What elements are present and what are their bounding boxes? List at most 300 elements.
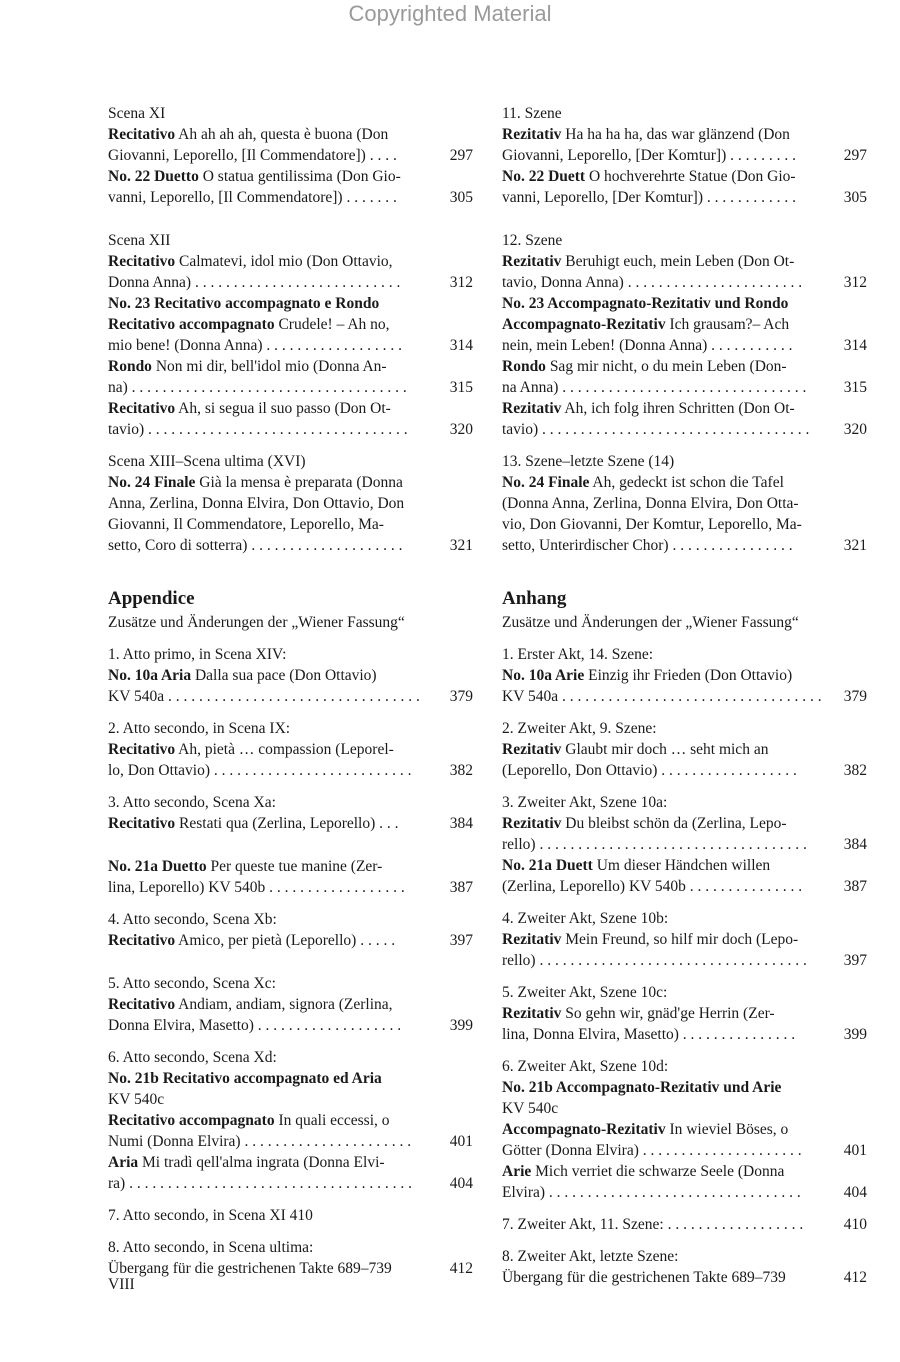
toc-entry-text — [502, 337, 793, 354]
toc-entry-text — [502, 400, 795, 417]
entry-label: Rondo — [108, 358, 152, 375]
toc-line — [108, 644, 473, 665]
entry-text: Übergang für die gestrichenen Takte 689–739 — [502, 1269, 786, 1286]
entry-text: 3. Zweiter Akt, Szene 10a: — [502, 794, 668, 811]
entry-text: Glaubt mir doch … seht mich an — [561, 741, 769, 758]
toc-line — [502, 982, 867, 1003]
toc-entry-text — [502, 495, 799, 512]
toc-line — [502, 493, 867, 514]
entry-text: tavio) . . . . . . . . . . . . . . . . . . . . . . . . . . . . . . . . . . . — [502, 421, 810, 438]
toc-line — [108, 792, 473, 813]
toc-line — [108, 994, 473, 1015]
toc-line — [108, 665, 473, 686]
toc-line — [502, 760, 867, 781]
toc-entry-text — [502, 952, 807, 969]
entry-text: mio bene! (Donna Anna) . . . . . . . . . . . . . . . . . . — [108, 337, 403, 354]
toc-line — [502, 419, 867, 440]
page-number: 397 — [843, 952, 867, 969]
entry-text: Du bleibst schön da (Zerlina, Lepo- — [561, 815, 787, 832]
entry-label: No. 21b Accompagnato-Rezitativ und Arie — [502, 1079, 782, 1096]
toc-line — [108, 760, 473, 781]
toc-entry-text — [502, 105, 562, 122]
toc-line — [502, 377, 867, 398]
entry-text: Mein Freund, so hilf mir doch (Lepo- — [561, 931, 799, 948]
toc-entry-text — [502, 1163, 784, 1180]
toc-entry-text — [502, 1005, 775, 1022]
toc-entry-text — [108, 815, 399, 832]
toc-entry-text — [502, 1269, 786, 1286]
entry-label: No. 24 Finale — [502, 474, 590, 491]
entry-label: Recitativo accompagnato — [108, 316, 275, 333]
toc-entry-text — [502, 1079, 781, 1096]
toc-entry-text — [502, 379, 806, 396]
toc-line — [502, 665, 867, 686]
page-number: 320 — [449, 421, 473, 438]
toc-entry-text — [502, 815, 787, 832]
toc-entry-text — [502, 741, 768, 758]
toc-line — [502, 1267, 867, 1288]
toc-entry-text — [502, 1058, 668, 1075]
toc-line — [108, 877, 473, 898]
toc-line — [502, 514, 867, 535]
toc-line — [502, 718, 867, 739]
entry-text: 11. Szene — [502, 105, 562, 122]
toc-line — [502, 855, 867, 876]
page-number: 314 — [449, 337, 473, 354]
entry-text: Ha ha ha ha, das war glänzend (Don — [561, 126, 790, 143]
entry-text: rello) . . . . . . . . . . . . . . . . . . . . . . . . . . . . . . . . . . . — [502, 952, 807, 969]
toc-entry-text — [502, 688, 822, 705]
entry-text: Ich grausam?– Ach — [665, 316, 790, 333]
entry-text: 7. Zweiter Akt, 11. Szene: . . . . . . . . . . . . . . . . . . — [502, 1216, 804, 1233]
entry-label: No. 21a Duetto — [108, 858, 207, 875]
toc-line — [108, 293, 473, 314]
toc-entry-text — [108, 453, 306, 470]
toc-entry-text — [502, 537, 793, 554]
toc-line — [502, 251, 867, 272]
entry-text: 5. Zweiter Akt, Szene 10c: — [502, 984, 668, 1001]
copyright-watermark: Copyrighted Material — [348, 1, 552, 26]
toc-line — [108, 1205, 473, 1226]
entry-label: Recitativo — [108, 932, 176, 949]
toc-line — [108, 1110, 473, 1131]
section-heading — [108, 586, 473, 612]
toc-entry-text — [108, 932, 395, 949]
toc-entry-text — [502, 836, 807, 853]
toc-line — [108, 973, 473, 994]
toc-entry-text — [502, 474, 784, 491]
toc-entry-text — [108, 421, 408, 438]
entry-label: Rezitativ — [502, 400, 562, 417]
toc-entry-text — [108, 975, 276, 992]
toc-entry-text — [502, 910, 668, 927]
toc-line — [108, 1131, 473, 1152]
toc-entry-text — [502, 253, 794, 270]
toc-line — [502, 293, 867, 314]
entry-text: vio, Don Giovanni, Der Komtur, Leporello, Ma- — [502, 516, 802, 533]
toc-line — [108, 514, 473, 535]
entry-text: nein, mein Leben! (Donna Anna) . . . . . . . . . . . — [502, 337, 793, 354]
toc-entry-text — [108, 588, 195, 609]
entry-text: Elvira) . . . . . . . . . . . . . . . . . . . . . . . . . . . . . . . . . — [502, 1184, 801, 1201]
toc-line — [502, 472, 867, 493]
page-number: 401 — [843, 1142, 867, 1159]
toc-entry-text — [108, 1207, 313, 1224]
toc-entry-text — [502, 720, 657, 737]
page-number: 297 — [843, 147, 867, 164]
toc-line — [108, 166, 473, 187]
page-number: 382 — [843, 762, 867, 779]
toc-entry-text — [108, 720, 290, 737]
toc-line — [502, 335, 867, 356]
toc-entry-text — [502, 984, 667, 1001]
toc-entry-text — [108, 741, 394, 758]
toc-entry-text — [108, 879, 405, 896]
page-number: 404 — [843, 1184, 867, 1201]
entry-text: Donna Elvira, Masetto) . . . . . . . . . . . . . . . . . . . — [108, 1017, 402, 1034]
page-number: 379 — [843, 688, 867, 705]
page-number: 399 — [843, 1026, 867, 1043]
entry-label: Accompagnato-Rezitativ — [502, 1121, 666, 1138]
entry-text: Andiam, andiam, signora (Zerlina, — [175, 996, 393, 1013]
entry-label: Rezitativ — [502, 931, 562, 948]
toc-line — [108, 272, 473, 293]
toc-line — [502, 1056, 867, 1077]
toc-line — [108, 251, 473, 272]
toc-line — [108, 472, 473, 493]
toc-entry-text — [108, 516, 384, 533]
toc-column-german — [502, 103, 867, 1288]
toc-line — [108, 686, 473, 707]
entry-text: 4. Atto secondo, Scena Xb: — [108, 911, 277, 928]
entry-text: Anna, Zerlina, Donna Elvira, Don Ottavio, Don — [108, 495, 405, 512]
toc-entry-text — [502, 588, 566, 609]
entry-text: Scena XIII–Scena ultima (XVI) — [108, 453, 306, 470]
toc-line — [108, 1237, 473, 1258]
entry-text: na) . . . . . . . . . . . . . . . . . . . . . . . . . . . . . . . . . . . . — [108, 379, 407, 396]
toc-line — [108, 1152, 473, 1173]
toc-line — [108, 187, 473, 208]
toc-line — [502, 929, 867, 950]
toc-line — [502, 612, 867, 633]
toc-entry-text — [108, 358, 387, 375]
entry-text: Ah, gedeckt ist schon die Tafel — [589, 474, 784, 491]
toc-line — [108, 930, 473, 951]
entry-label: No. 21a Duett — [502, 857, 593, 874]
page-number: 312 — [449, 274, 473, 291]
toc-entry-text — [502, 1100, 558, 1117]
entry-text: vanni, Leporello, [Il Commendatore]) . . . . . . . — [108, 189, 397, 206]
entry-label: Rezitativ — [502, 1005, 562, 1022]
toc-line — [502, 1098, 867, 1119]
toc-line — [502, 356, 867, 377]
toc-entry-text — [108, 1049, 277, 1066]
entry-text: KV 540a . . . . . . . . . . . . . . . . . . . . . . . . . . . . . . . . . — [108, 688, 420, 705]
toc-entry-text — [502, 1184, 801, 1201]
entry-text: Mi tradì qell'alma ingrata (Donna Elvi- — [138, 1154, 385, 1171]
toc-line — [108, 1089, 473, 1110]
toc-entry-text — [108, 126, 388, 143]
entry-text: rello) . . . . . . . . . . . . . . . . . . . . . . . . . . . . . . . . . . . — [502, 836, 807, 853]
page-number: 321 — [843, 537, 867, 554]
toc-entry-text — [108, 858, 382, 875]
toc-line — [108, 419, 473, 440]
toc-entry-text — [108, 295, 379, 312]
toc-entry-text — [502, 762, 797, 779]
toc-entry-text — [108, 1070, 382, 1087]
entry-text: 4. Zweiter Akt, Szene 10b: — [502, 910, 669, 927]
toc-line — [108, 451, 473, 472]
toc-line — [502, 103, 867, 124]
entry-text: Scena XII — [108, 232, 171, 249]
toc-line — [108, 335, 473, 356]
page-number: 379 — [449, 688, 473, 705]
toc-line — [502, 230, 867, 251]
page-number: 412 — [843, 1269, 867, 1286]
toc-line — [108, 856, 473, 877]
toc-line — [502, 876, 867, 897]
toc-line — [108, 813, 473, 834]
toc-line — [502, 834, 867, 855]
entry-text: (Zerlina, Leporello) KV 540b . . . . . . . . . . . . . . . — [502, 878, 803, 895]
toc-entry-text — [108, 667, 377, 684]
toc-line — [502, 1246, 867, 1267]
toc-line — [502, 1119, 867, 1140]
toc-entry-text — [502, 232, 562, 249]
entry-text: Appendice — [108, 588, 195, 609]
entry-text: lina, Donna Elvira, Masetto) . . . . . . . . . . . . . . . — [502, 1026, 796, 1043]
page-number: 315 — [449, 379, 473, 396]
page-number: 382 — [449, 762, 473, 779]
entry-label: Recitativo — [108, 996, 176, 1013]
entry-text: 8. Atto secondo, in Scena ultima: — [108, 1239, 314, 1256]
entry-text: 8. Zweiter Akt, letzte Szene: — [502, 1248, 679, 1265]
entry-text: setto, Unterirdischer Chor) . . . . . . . . . . . . . . . . — [502, 537, 793, 554]
entry-text: Einzig ihr Frieden (Don Ottavio) — [584, 667, 793, 684]
toc-entry-text — [108, 537, 402, 554]
entry-text: KV 540c — [108, 1091, 165, 1108]
toc-entry-text — [502, 295, 788, 312]
entry-label: No. 23 Recitativo accompagnato e Rondo — [108, 295, 380, 312]
toc-entry-text — [502, 516, 802, 533]
toc-entry-text — [108, 996, 393, 1013]
toc-line — [502, 451, 867, 472]
toc-entry-text — [502, 421, 809, 438]
toc-entry-text — [502, 168, 796, 185]
toc-entry-text — [502, 316, 789, 333]
entry-text: So gehn wir, gnäd'ge Herrin (Zer- — [561, 1005, 775, 1022]
entry-text: Crudele! – Ah no, — [274, 316, 390, 333]
entry-text: Restati qua (Zerlina, Leporello) . . . — [175, 815, 399, 832]
page-number: 312 — [843, 274, 867, 291]
entry-label: Rondo — [502, 358, 546, 375]
toc-entry-text — [502, 1142, 802, 1159]
page-number: 315 — [843, 379, 867, 396]
toc-line — [502, 1214, 867, 1235]
page-number: 321 — [449, 537, 473, 554]
entry-text: Giovanni, Leporello, [Il Commendatore]) . . . . — [108, 147, 397, 164]
toc-entry-text — [108, 147, 397, 164]
entry-text: 2. Atto secondo, in Scena IX: — [108, 720, 291, 737]
toc-line — [502, 739, 867, 760]
toc-entry-text — [108, 688, 420, 705]
toc-entry-text — [502, 147, 796, 164]
toc-line — [108, 103, 473, 124]
toc-line — [108, 356, 473, 377]
entry-label: No. 21b Recitativo accompagnato ed Aria — [108, 1070, 382, 1087]
page-number: 401 — [449, 1133, 473, 1150]
toc-entry-text — [108, 1239, 313, 1256]
page-folio: VIII — [108, 1276, 135, 1293]
page-number: 404 — [449, 1175, 473, 1192]
entry-text: (Donna Anna, Zerlina, Donna Elvira, Don Otta- — [502, 495, 799, 512]
toc-line — [502, 145, 867, 166]
entry-text: setto, Coro di sotterra) . . . . . . . . . . . . . . . . . . . . — [108, 537, 403, 554]
entry-text: 1. Atto primo, in Scena XIV: — [108, 646, 287, 663]
toc-line — [108, 124, 473, 145]
entry-text: Ah ah ah ah, questa è buona (Don — [175, 126, 389, 143]
entry-text: (Leporello, Don Ottavio) . . . . . . . . . . . . . . . . . . — [502, 762, 797, 779]
toc-entry-text — [108, 474, 403, 491]
toc-line — [502, 187, 867, 208]
toc-line — [502, 950, 867, 971]
page-number: 384 — [843, 836, 867, 853]
toc-line — [502, 124, 867, 145]
toc-line — [502, 535, 867, 556]
toc-entry-text — [108, 1017, 401, 1034]
page-number: 384 — [449, 815, 473, 832]
entry-label: Rezitativ — [502, 741, 562, 758]
entry-text: 7. Atto secondo, in Scena XI 410 — [108, 1207, 313, 1224]
entry-text: Sag mir nicht, o du mein Leben (Don- — [545, 358, 787, 375]
entry-text: 3. Atto secondo, Scena Xa: — [108, 794, 276, 811]
toc-entry-text — [502, 189, 796, 206]
entry-text: vanni, Leporello, [Der Komtur]) . . . . . . . . . . . . — [502, 189, 797, 206]
toc-line — [502, 166, 867, 187]
toc-line — [502, 908, 867, 929]
page-number: 387 — [843, 878, 867, 895]
toc-line — [108, 493, 473, 514]
entry-text: na Anna) . . . . . . . . . . . . . . . . . . . . . . . . . . . . . . . . — [502, 379, 807, 396]
entry-text: Mich verriet die schwarze Seele (Donna — [531, 1163, 785, 1180]
toc-line — [502, 1024, 867, 1045]
entry-text: KV 540c — [502, 1100, 559, 1117]
toc-entry-text — [502, 614, 799, 631]
toc-line — [108, 230, 473, 251]
entry-text: In wieviel Böses, o — [665, 1121, 789, 1138]
entry-text: Ah, ich folg ihren Schritten (Don Ot- — [561, 400, 795, 417]
entry-text: Zusätze und Änderungen der „Wiener Fassung“ — [502, 614, 799, 631]
toc-entry-text — [502, 857, 770, 874]
entry-label: Recitativo — [108, 253, 176, 270]
toc-line — [502, 1161, 867, 1182]
toc-entry-text — [108, 794, 276, 811]
toc-entry-text — [502, 1216, 803, 1233]
toc-line — [108, 1047, 473, 1068]
toc-line — [502, 1140, 867, 1161]
toc-line — [502, 314, 867, 335]
entry-text: Per queste tue manine (Zer- — [206, 858, 383, 875]
entry-label: Rezitativ — [502, 815, 562, 832]
entry-text: 2. Zweiter Akt, 9. Szene: — [502, 720, 657, 737]
toc-line — [502, 272, 867, 293]
entry-label: Arie — [502, 1163, 532, 1180]
entry-text: 6. Zweiter Akt, Szene 10d: — [502, 1058, 669, 1075]
toc-entry-text — [108, 168, 401, 185]
toc-entry-text — [108, 400, 391, 417]
toc-line — [108, 314, 473, 335]
entry-label: Aria — [108, 1154, 139, 1171]
toc-line — [502, 813, 867, 834]
entry-text: tavio, Donna Anna) . . . . . . . . . . . . . . . . . . . . . . . — [502, 274, 803, 291]
toc-line — [108, 739, 473, 760]
entry-label: No. 24 Finale — [108, 474, 196, 491]
entry-text: O hochverehrte Statue (Don Gio- — [585, 168, 796, 185]
toc-entry-text — [108, 337, 402, 354]
entry-text: O statua gentilissima (Don Gio- — [198, 168, 401, 185]
entry-text: Giovanni, Leporello, [Der Komtur]) . . . . . . . . . — [502, 147, 797, 164]
toc-line — [108, 377, 473, 398]
entry-text: Scena XI — [108, 105, 166, 122]
entry-text: In quali eccessi, o — [274, 1112, 390, 1129]
toc-line — [108, 909, 473, 930]
section-heading — [502, 586, 867, 612]
page-number: 399 — [449, 1017, 473, 1034]
toc-line — [108, 718, 473, 739]
toc-line — [502, 1077, 867, 1098]
toc-line — [108, 1173, 473, 1194]
page-number: 397 — [449, 932, 473, 949]
entry-text: ra) . . . . . . . . . . . . . . . . . . . . . . . . . . . . . . . . . . . . . — [108, 1175, 412, 1192]
entry-label: Recitativo accompagnato — [108, 1112, 275, 1129]
toc-line — [502, 792, 867, 813]
toc-entry-text — [502, 358, 787, 375]
toc-entry-text — [108, 379, 407, 396]
entry-label: No. 23 Accompagnato-Rezitativ und Rondo — [502, 295, 789, 312]
entry-text: Ah, pietà … compassion (Leporel- — [175, 741, 394, 758]
toc-line — [108, 1258, 473, 1279]
entry-label: Recitativo — [108, 400, 176, 417]
entry-text: Beruhigt euch, mein Leben (Don Ot- — [561, 253, 795, 270]
entry-label: No. 10a Aria — [108, 667, 192, 684]
entry-label: Rezitativ — [502, 253, 562, 270]
entry-text: Götter (Donna Elvira) . . . . . . . . . . . . . . . . . . . . . — [502, 1142, 802, 1159]
toc-entry-text — [502, 1248, 678, 1265]
entry-text: 1. Erster Akt, 14. Szene: — [502, 646, 654, 663]
entry-text: Non mi dir, bell'idol mio (Donna An- — [151, 358, 387, 375]
toc-entry-text — [502, 453, 674, 470]
page-number: 314 — [843, 337, 867, 354]
toc-entry-text — [502, 1026, 795, 1043]
toc-line — [108, 612, 473, 633]
entry-label: No. 22 Duetto — [108, 168, 199, 185]
entry-text: Giovanni, Il Commendatore, Leporello, Ma- — [108, 516, 384, 533]
entry-label: Rezitativ — [502, 126, 562, 143]
entry-label: No. 10a Arie — [502, 667, 585, 684]
entry-text: Donna Anna) . . . . . . . . . . . . . . . . . . . . . . . . . . . — [108, 274, 401, 291]
toc-entry-text — [108, 646, 286, 663]
page-number: 305 — [449, 189, 473, 206]
entry-label: Accompagnato-Rezitativ — [502, 316, 666, 333]
entry-text: Ah, si segua il suo passo (Don Ot- — [175, 400, 391, 417]
toc-line — [502, 398, 867, 419]
toc-entry-text — [108, 911, 277, 928]
toc-line — [108, 1068, 473, 1089]
entry-label: Recitativo — [108, 815, 176, 832]
page-number: 297 — [449, 147, 473, 164]
entry-text: 5. Atto secondo, Scena Xc: — [108, 975, 276, 992]
toc-entry-text — [108, 762, 412, 779]
